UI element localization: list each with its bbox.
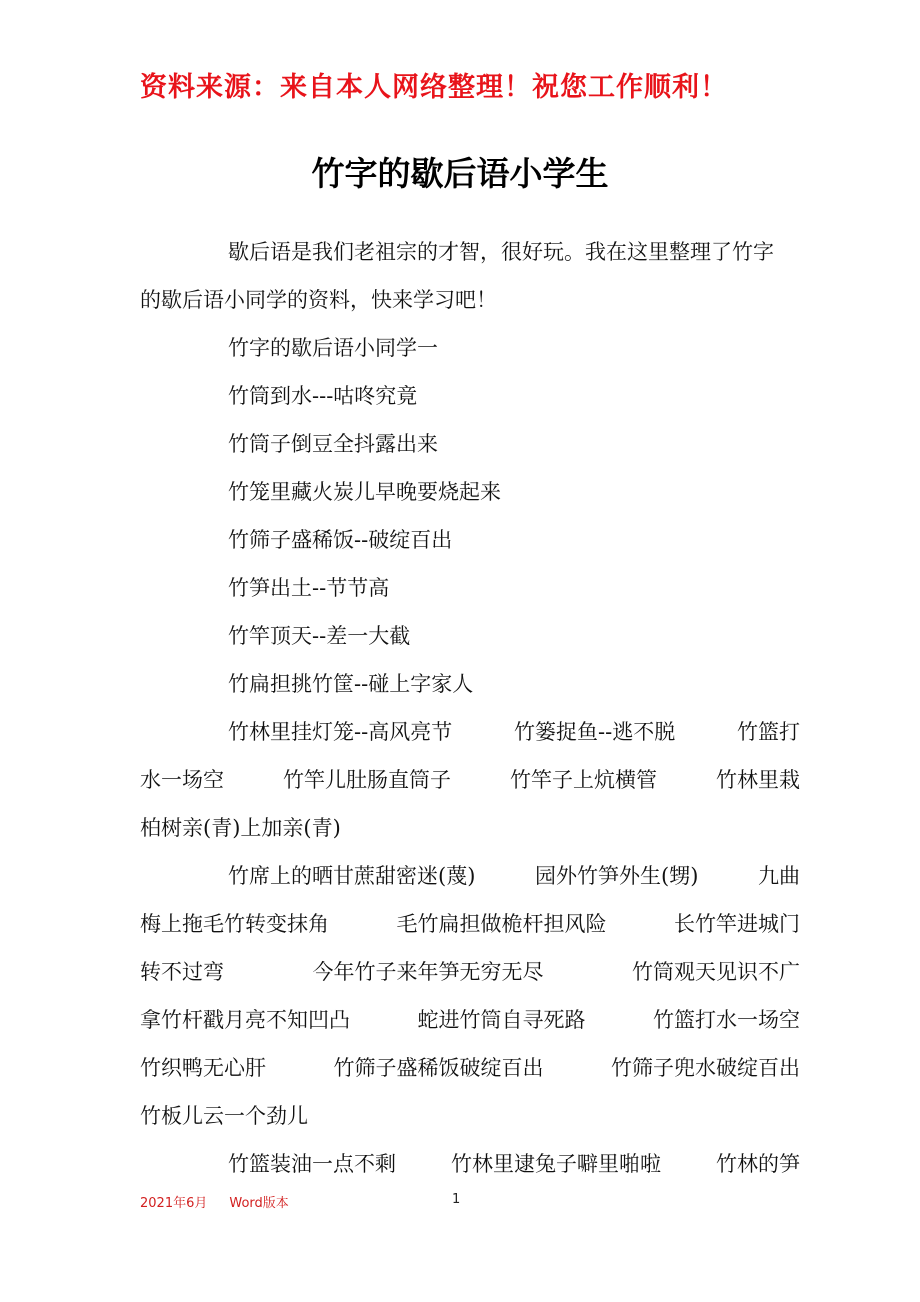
proverb-item: 今年竹子来年笋无穷无尽 bbox=[312, 960, 544, 984]
proverb-line: 竹筛子盛稀饭--破绽百出 bbox=[228, 528, 453, 552]
proverb-item: 蛇进竹筒自寻死路 bbox=[417, 1008, 586, 1032]
proverb-item: 竹林里挂灯笼--高风亮节 bbox=[228, 720, 453, 744]
proverb-item: 竹筛子盛稀饭破绽百出 bbox=[333, 1056, 544, 1080]
source-banner: 资料来源：来自本人网络整理！祝您工作顺利！ bbox=[140, 72, 728, 103]
proverb-line: 竹筒到水---咕咚究竟 bbox=[228, 384, 418, 408]
proverb-item: 竹林的笋 bbox=[716, 1152, 800, 1176]
page-number: 1 bbox=[452, 1192, 461, 1207]
proverb-item: 竹篮打水一场空 bbox=[653, 1008, 800, 1032]
intro-line-2: 的歇后语小同学的资料，快来学习吧！ bbox=[140, 288, 497, 312]
proverb-item: 竹竿儿肚肠直筒子 bbox=[283, 768, 451, 792]
proverb-row bbox=[140, 804, 800, 852]
page-footer bbox=[140, 1192, 289, 1211]
proverb-item: 转不过弯 bbox=[140, 960, 224, 984]
proverb-item: 竹筛子兜水破绽百出 bbox=[611, 1056, 800, 1080]
proverb-row bbox=[140, 900, 800, 948]
proverb-item: 柏树亲(青)上加亲(青) bbox=[140, 816, 341, 840]
section-heading: 竹字的歇后语小同学一 bbox=[228, 336, 438, 360]
proverb-item: 竹筒观天见识不广 bbox=[632, 960, 800, 984]
document-title: 竹字的歇后语小学生 bbox=[311, 154, 609, 193]
proverb-row bbox=[140, 996, 800, 1044]
proverb-item: 园外竹笋外生(甥) bbox=[535, 864, 699, 888]
proverb-item: 竹板儿云一个劲儿 bbox=[140, 1104, 308, 1128]
document-body bbox=[140, 228, 800, 1188]
proverb-row bbox=[140, 1140, 800, 1188]
proverb-item: 竹席上的晒甘蔗甜密迷(蔑) bbox=[228, 864, 476, 888]
proverb-line: 竹笼里藏火炭儿早晚要烧起来 bbox=[228, 480, 501, 504]
proverb-row bbox=[140, 708, 800, 756]
proverb-item: 竹织鸭无心肝 bbox=[140, 1056, 266, 1080]
proverb-item: 毛竹扁担做桅杆担风险 bbox=[396, 912, 607, 936]
proverb-item: 梅上拖毛竹转变抹角 bbox=[140, 912, 329, 936]
proverb-line: 竹竿顶天--差一大截 bbox=[228, 624, 411, 648]
proverb-item: 竹竿子上炕横管 bbox=[510, 768, 657, 792]
footer-version: Word版本 bbox=[229, 1196, 289, 1211]
proverb-item: 水一场空 bbox=[140, 768, 224, 792]
proverb-item: 竹篓捉鱼--逃不脱 bbox=[514, 720, 676, 744]
proverb-item: 竹林里逮兔子噼里啪啦 bbox=[451, 1152, 661, 1176]
proverb-row bbox=[140, 1092, 800, 1140]
proverb-item: 拿竹杆戳月亮不知凹凸 bbox=[140, 1008, 350, 1032]
intro-line-1: 歇后语是我们老祖宗的才智，很好玩。我在这里整理了竹字 bbox=[228, 240, 774, 264]
proverb-item: 竹林里栽 bbox=[716, 768, 800, 792]
proverb-row bbox=[140, 852, 800, 900]
proverb-line: 竹扁担挑竹筐--碰上字家人 bbox=[228, 672, 474, 696]
proverb-item: 长竹竿进城门 bbox=[674, 912, 800, 936]
proverb-line: 竹筒子倒豆全抖露出来 bbox=[228, 432, 438, 456]
proverb-row bbox=[140, 1044, 800, 1092]
proverb-row bbox=[140, 756, 800, 804]
proverb-row bbox=[140, 948, 800, 996]
proverb-line: 竹笋出土--节节高 bbox=[228, 576, 390, 600]
proverb-item: 竹篮打 bbox=[737, 720, 800, 744]
footer-date: 2021年6月 bbox=[140, 1196, 208, 1211]
proverb-item: 九曲 bbox=[758, 864, 800, 888]
proverb-item: 竹篮装油一点不剩 bbox=[228, 1152, 396, 1176]
